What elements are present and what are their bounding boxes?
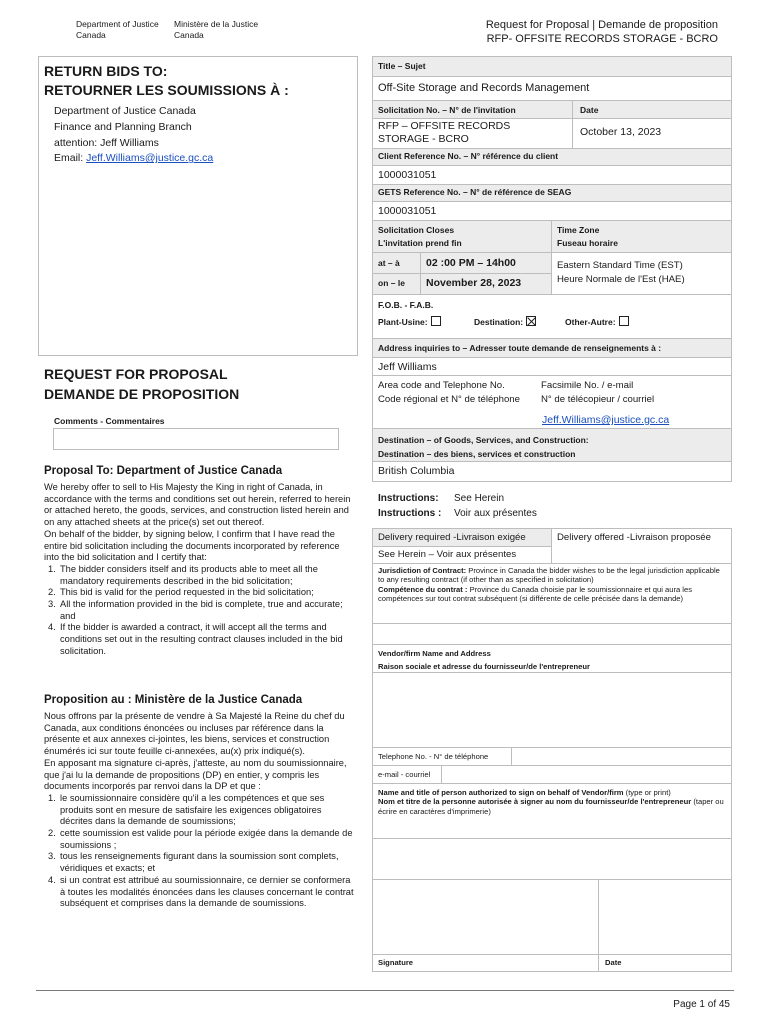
proposal-fr-heading: Proposition au : Ministère de la Justice Canada: [44, 694, 303, 706]
address-inquiries-value: Jeff Williams: [378, 361, 437, 373]
signature-date-label: Date: [605, 958, 622, 967]
instructions: Instructions: See Herein Instructions : Voir aux présentes: [378, 493, 537, 519]
destination-checkbox[interactable]: [526, 316, 536, 326]
delivery-offered-field[interactable]: [553, 547, 731, 563]
proposal-fr-body: Nous offrons par la présente de vendre à Sa Majesté la Reine du chef du Canada, aux conditions énoncées ou incluses par référence dans la présente et aux annexes ci-jointes, les biens, services et construction énumérés ici sur toute feuille ci-annexées, au(x) prix indiqué(s). En apposant ma signature ci-après, j'atteste, au nom du soumissionnaire, que j'ai lu la demande de propositions (DP) en entier, y compris les documents incorporés par renvoi dans la DP et que : 1. le soumissionnaire considère qu'il a les compétences et que ses produits sont en mesure de satisfaire les exigences obligatoires décrites dans la demande de soumissions; 2. cette soumission est valide pour la période exigée dans la demande de soumissions ; 3. tous les renseignements figurant dans la soumission sont complets, véridiques et exacts; et 4. si un contrat est attribué au soumissionnaire, ce dernier se conformera à toutes les modalités énoncées dans les clauses concernant le contrat subséquent et comprises dans la demande de soumissions.: [44, 711, 354, 909]
dept-en-wordmark: Department of Justice Canada: [76, 19, 159, 41]
list-item: 2. This bid is valid for the period requested in the bid solicitation;: [48, 587, 314, 598]
vendor-telephone-field[interactable]: [512, 748, 731, 765]
plant-usine-option[interactable]: Plant-Usine:: [378, 316, 441, 327]
return-bids-email-link[interactable]: Jeff.Williams@justice.gc.ca: [86, 152, 214, 165]
at-label: at – à: [378, 258, 400, 268]
closes-label: Solicitation Closes L'invitation prend fin: [378, 225, 462, 249]
rfp-title: REQUEST FOR PROPOSAL DEMANDE DE PROPOSITION: [44, 366, 240, 402]
solicitation-value: RFP – OFFSITE RECORDS STORAGE - BCRO: [378, 120, 511, 146]
signature-date-field[interactable]: [599, 880, 731, 954]
fax-email-label: Facsimile No. / e-mail N° de télécopieur / courriel: [541, 380, 655, 406]
proposal-en-body: We hereby offer to sell to His Majesty the King in right of Canada, in accordance with the terms and conditions set out herein, referred to herein or attached hereto, the goods, services, and construction listed herein and on any attached sheets at the price(s) set out thereof. On behalf of the bidder, by signing below, I confirm that I have read the entire bid solicitation including the documents incorporated by reference into the bid solicitation and I certify that: 1. The bidder considers itself and its products able to meet all the mandatory requirements described in the bid solicitation; 2. This bid is valid for the period requested in the bid solicitation; 3. All the information provided in the bid is complete, true and accurate; and 4. If the bidder is awarded a contract, it will accept all the terms and conditions set out in the resulting contract clauses included in the bid solicitation.: [44, 482, 354, 658]
vendor-name-field[interactable]: [373, 673, 731, 747]
fob-label: F.O.B. - F.A.B.: [378, 300, 434, 310]
list-item: 1. le soumissionnaire considère qu'il a les compétences et que ses produits sont en mesure de satisfaire les exigences obligatoires décrites dans la demande de soumissions;: [48, 792, 325, 827]
delivery-required-label: Delivery required -Livraison exigée: [378, 532, 526, 543]
jurisdiction-field[interactable]: [373, 624, 731, 644]
list-item: 4. If the bidder is awarded a contract, it will accept all the terms and conditions set out in the resulting contract clauses included in the bid solicitation.: [48, 622, 343, 656]
vendor-email-field[interactable]: [442, 766, 731, 783]
return-bids-box: [38, 56, 358, 356]
proposal-fr-list: [44, 793, 354, 910]
on-value: November 28, 2023: [426, 277, 522, 289]
date-value: October 13, 2023: [580, 126, 662, 138]
title-value: Off-Site Storage and Records Management: [378, 82, 590, 94]
page-number: Page 1 of 45: [673, 999, 730, 1010]
title-label: Title – Sujet: [378, 61, 426, 71]
authorized-signer-field[interactable]: [373, 839, 731, 879]
at-value: 02 :00 PM – 14h00: [426, 257, 516, 269]
vendor-name-label: Vendor/firm Name and Address Raison sociale et adresse du fournisseur/de l'entrepreneur: [378, 649, 590, 672]
gets-value: 1000031051: [378, 205, 437, 217]
signature-field[interactable]: [373, 880, 597, 954]
phone-label: Area code and Telephone No. Code régional et N° de téléphone: [378, 380, 520, 406]
list-item: 2. cette soumission est valide pour la période exigée dans la demande de soumissions ;: [48, 828, 353, 850]
on-label: on – le: [378, 278, 405, 288]
vendor-email-label: e-mail - courriel: [378, 770, 431, 779]
document-title: Request for Proposal | Demande de proposition RFP- OFFSITE RECORDS STORAGE - BCRO: [485, 19, 718, 46]
proposal-en-list: [44, 564, 354, 658]
comments-label: Comments - Commentaires: [54, 416, 165, 426]
proposal-en-heading: Proposal To: Department of Justice Canada: [44, 465, 283, 477]
inquiries-email-link[interactable]: Jeff.Williams@justice.gc.ca: [542, 414, 670, 426]
date-label: Date: [580, 105, 599, 115]
return-bids-address: Department of Justice Canada Finance and Planning Branch attention: Jeff Williams Email: Jeff.Williams@justice.gc.ca: [54, 105, 214, 165]
destination-value: British Columbia: [378, 465, 455, 477]
authorized-signer-label: Name and title of person authorized to sign on behalf of Vendor/firm (type or print) Nom et titre de la personne autorisée à signer au nom du fournisseur/de l'entrepreneur (taper ou écrire en caractères d'imprimerie): [378, 788, 724, 816]
return-bids-title: RETURN BIDS TO: RETOURNER LES SOUMISSIONS À :: [44, 63, 289, 99]
timezone-value: Eastern Standard Time (EST) Heure Normale de l'Est (HAE): [557, 260, 685, 285]
delivery-offered-label: Delivery offered -Livraison proposée: [557, 532, 711, 543]
solicitation-label: Solicitation No. – N° de l'invitation: [378, 105, 516, 115]
list-item: 1. The bidder considers itself and its products able to meet all the mandatory requirements described in the bid solicitation;: [48, 563, 318, 586]
gets-label: GETS Reference No. – N° de référence de SEAG: [378, 187, 572, 197]
destination-label: Destination – of Goods, Services, and Construction: Destination – des biens, services et construction: [378, 435, 589, 460]
other-autre-checkbox[interactable]: [619, 316, 629, 326]
address-inquiries-label: Address inquiries to – Adresser toute demande de renseignements à :: [378, 343, 662, 353]
dept-fr-wordmark: Ministère de la Justice Canada: [174, 19, 259, 41]
vendor-telephone-label: Telephone No. - N° de téléphone: [378, 752, 489, 761]
client-ref-label: Client Reference No. – N° référence du client: [378, 151, 559, 161]
plant-usine-checkbox[interactable]: [431, 316, 441, 326]
other-autre-option[interactable]: Other-Autre:: [565, 316, 629, 327]
list-item: 4. si un contrat est attribué au soumissionnaire, ce dernier se conformera à toutes les modalités énoncées dans les clauses concernant le contrat subséquent et comprises dans la demande de soumissions.: [48, 874, 354, 909]
list-item: 3. tous les renseignements figurant dans la soumission sont complets, véridiques et exacts; et: [48, 851, 339, 874]
delivery-required-value: See Herein – Voir aux présentes: [378, 549, 517, 560]
comments-field[interactable]: [53, 428, 339, 450]
destination-option[interactable]: Destination:: [474, 316, 536, 327]
timezone-label: Time Zone Fuseau horaire: [557, 225, 618, 249]
client-ref-value: 1000031051: [378, 169, 437, 181]
list-item: 3. All the information provided in the bid is complete, true and accurate; and: [48, 599, 343, 621]
jurisdiction-text: Jurisdiction of Contract: Province in Canada the bidder wishes to be the legal jurisdiction applicable to any resulting contract (if other than as specified in solicitation) Compétence du contrat : Province du Canada choisie par le soumissionnaire et qui aura les compétences sur tout contrat subséquent (si différente de celle précisée dans la demande): [378, 566, 720, 604]
signature-label: Signature: [378, 958, 414, 967]
